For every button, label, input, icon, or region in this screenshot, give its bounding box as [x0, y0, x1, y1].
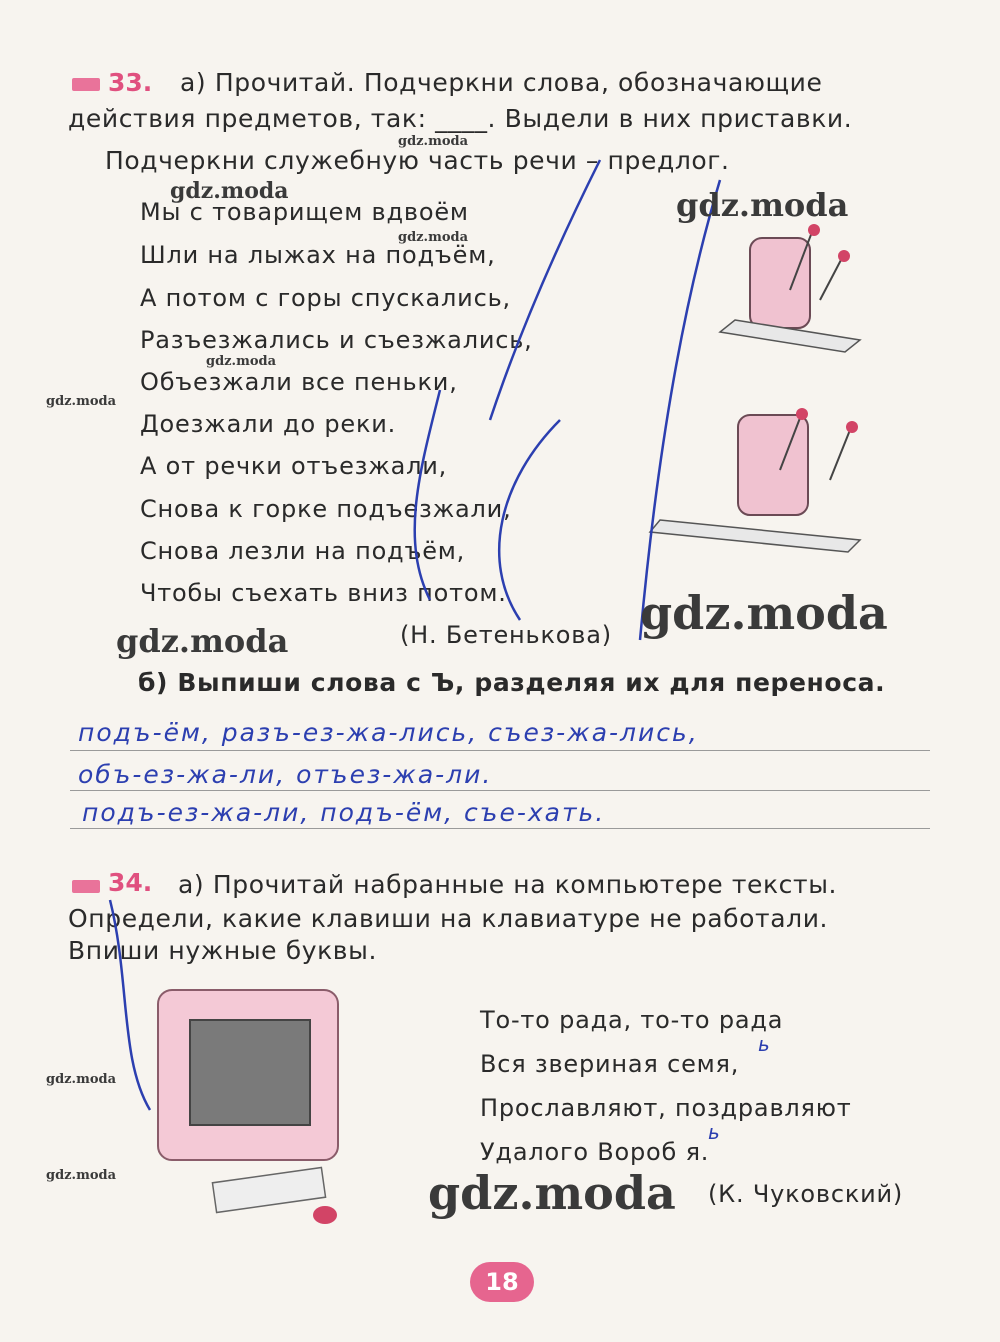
exercise-34-number: 34. [108, 868, 153, 897]
ex33-task-b: б) Выпиши слова с Ъ, разделяя их для переноса. [138, 668, 886, 697]
inserted-soft-sign: ь [708, 1120, 722, 1144]
watermark: gdz.moda [170, 178, 289, 204]
poem-line: Шли на лыжах на подъём, [140, 241, 496, 269]
exercise-33-number: 33. [108, 68, 153, 97]
inserted-soft-sign: ь [758, 1032, 772, 1056]
watermark: gdz.moda [46, 394, 117, 409]
watermark: gdz.moda [46, 1168, 117, 1183]
poem-line: Прославляют, поздравляют [480, 1094, 852, 1122]
poem-line: А от речки отъезжали, [140, 452, 448, 480]
handwritten-answer-line: объ-ез-жа-ли, отъез-жа-ли. [78, 760, 493, 789]
poem-author: (К. Чуковский) [708, 1180, 904, 1208]
ex34-task-line1: а) Прочитай набранные на компьютере тексты. [178, 870, 838, 899]
poem-line: Разъезжались и съезжались, [140, 326, 533, 354]
poem-line: Удалого Вороб я. [480, 1138, 710, 1166]
poem-line: Снова к горке подъезжали, [140, 495, 512, 523]
poem-line: Чтобы съехать вниз потом. [140, 579, 507, 607]
ex34-task-line3: Впиши нужные буквы. [68, 936, 378, 965]
poem-line: Мы с товарищем вдвоём [140, 198, 469, 226]
ex33-task-line3: Подчеркни служебную часть речи – предлог. [105, 146, 730, 175]
watermark: gdz.moda [46, 1072, 117, 1087]
watermark: gdz.moda [116, 622, 289, 660]
handwritten-answer-line: подъ-ез-жа-ли, подъ-ём, съе-хать. [82, 798, 606, 827]
watermark: gdz.moda [398, 230, 469, 245]
watermark: gdz.moda [640, 586, 888, 640]
watermark: gdz.moda [428, 1166, 676, 1220]
watermark: gdz.moda [398, 134, 469, 149]
skiing-hard-sign-illustration-1 [720, 224, 860, 352]
poem-line: Объезжали все пеньки, [140, 368, 458, 396]
poem-author: (Н. Бетенькова) [400, 621, 612, 649]
ex34-task-line2: Определи, какие клавиши на клавиатуре не работали. [68, 904, 829, 933]
watermark: gdz.moda [676, 186, 849, 224]
computer-illustration [158, 990, 338, 1224]
page-number: 18 [470, 1262, 534, 1302]
poem-line: Снова лезли на подъём, [140, 537, 466, 565]
poem-line: Вся звериная семя, [480, 1050, 740, 1078]
handwritten-answer-line: подъ-ём, разъ-ез-жа-лись, съез-жа-лись, [78, 718, 699, 747]
poem-line: А потом с горы спускались, [140, 284, 511, 312]
poem-line: Доезжали до реки. [140, 410, 397, 438]
poem-line: То-то рада, то-то рада [480, 1006, 784, 1034]
ex33-task-line1: а) Прочитай. Подчеркни слова, обозначающие [180, 68, 823, 97]
ex33-task-line2: действия предметов, так: ____. Выдели в них приставки. [68, 104, 853, 133]
skiing-hard-sign-illustration-2 [650, 408, 860, 552]
watermark: gdz.moda [206, 354, 277, 369]
